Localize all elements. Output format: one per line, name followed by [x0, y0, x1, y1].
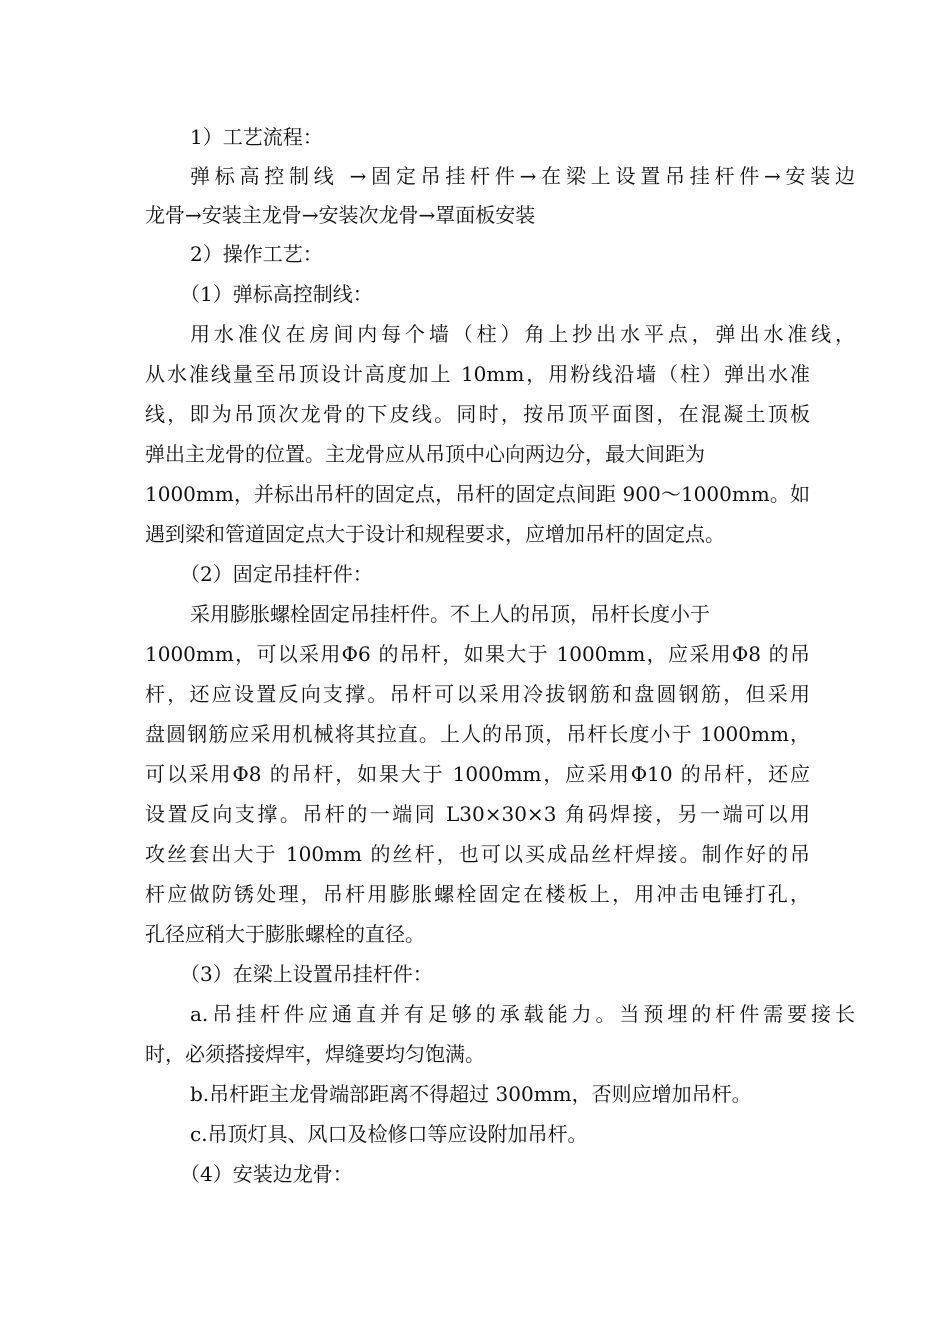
paragraph-line: 盘圆钢筋应采用机械将其拉直。上人的吊顶，吊杆长度小于 1000mm，: [145, 722, 810, 746]
paragraph-line: b.吊杆距主龙骨端部距离不得超过 300mm，否则应增加吊杆。: [190, 1082, 752, 1106]
subheading-elevation-line: （1）弹标高控制线：: [180, 282, 373, 306]
paragraph-line: 设置反向支撑。吊杆的一端同 L30×30×3 角码焊接，另一端可以用: [145, 802, 810, 826]
paragraph-line: 1000mm，并标出吊杆的固定点，吊杆的固定点间距 900～1000mm。如: [145, 482, 810, 506]
heading-process-flow: 1）工艺流程：: [190, 125, 323, 149]
paragraph-line: 采用膨胀螺栓固定吊挂杆件。不上人的吊顶，吊杆长度小于: [190, 602, 710, 626]
paragraph-line: a.吊挂杆件应通直并有足够的承载能力。当预埋的杆件需要接长: [190, 1002, 855, 1026]
paragraph-line: 杆，还应设置反向支撑。吊杆可以采用冷拔钢筋和盘圆钢筋，但采用: [145, 682, 810, 706]
paragraph-line: 杆应做防锈处理，吊杆用膨胀螺栓固定在楼板上，用冲击电锤打孔，: [145, 882, 810, 906]
paragraph-line: c.吊顶灯具、风口及检修口等应设附加吊杆。: [190, 1122, 588, 1146]
paragraph-line: 1000mm，可以采用Φ6 的吊杆，如果大于 1000mm，应采用Φ8 的吊: [145, 642, 810, 666]
paragraph-line: 龙骨→安装主龙骨→安装次龙骨→罩面板安装: [145, 203, 536, 227]
heading-operation-process: 2）操作工艺：: [190, 242, 323, 266]
paragraph-line: 从水准线量至吊顶设计高度加上 10mm，用粉线沿墙（柱）弹出水准: [145, 362, 810, 386]
paragraph-line: 弹标高控制线 →固定吊挂杆件→在梁上设置吊挂杆件→安装边: [190, 164, 855, 188]
paragraph-line: 时，必须搭接焊牢，焊缝要均匀饱满。: [145, 1042, 485, 1066]
paragraph-line: 攻丝套出大于 100mm 的丝杆，也可以买成品丝杆焊接。制作好的吊: [145, 842, 810, 866]
subheading-fix-hangers: （2）固定吊挂杆件：: [180, 562, 373, 586]
subheading-edge-keel: （4）安装边龙骨：: [180, 1162, 353, 1186]
paragraph-line: 孔径应稍大于膨胀螺栓的直径。: [145, 922, 425, 946]
paragraph-line: 可以采用Φ8 的吊杆，如果大于 1000mm，应采用Φ10 的吊杆，还应: [145, 762, 810, 786]
paragraph-line: 线，即为吊顶次龙骨的下皮线。同时，按吊顶平面图，在混凝土顶板: [145, 402, 810, 426]
paragraph-line: 弹出主龙骨的位置。主龙骨应从吊顶中心向两边分，最大间距为: [145, 442, 705, 466]
paragraph-line: 用水准仪在房间内每个墙（柱）角上抄出水平点，弹出水准线，: [190, 322, 855, 346]
subheading-beam-hangers: （3）在梁上设置吊挂杆件：: [180, 962, 433, 986]
paragraph-line: 遇到梁和管道固定点大于设计和规程要求，应增加吊杆的固定点。: [145, 522, 725, 546]
